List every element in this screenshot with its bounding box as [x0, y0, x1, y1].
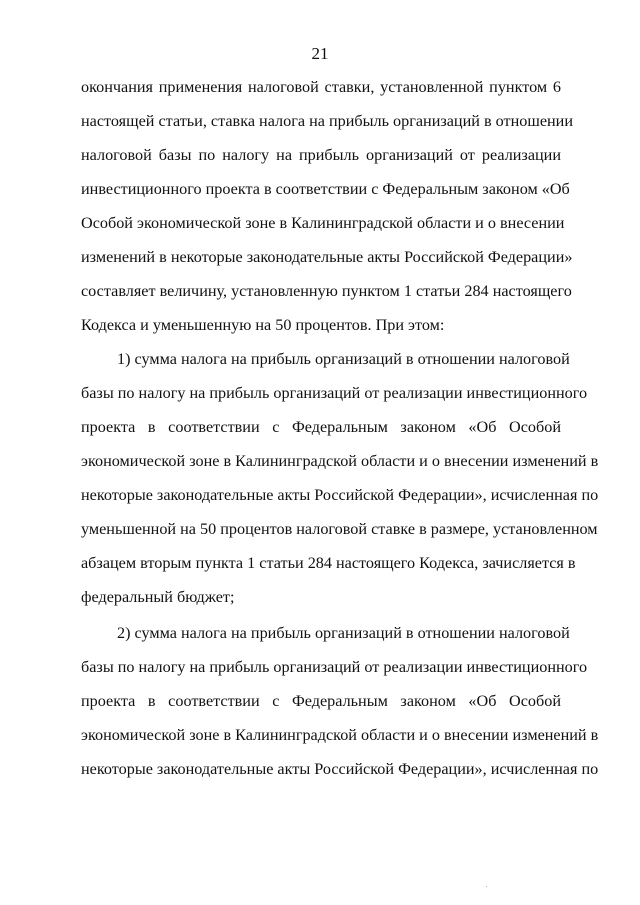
text-line: налоговой базы по налогу на прибыль организаций от реализации [81, 146, 561, 164]
text-line: инвестиционного проекта в соответствии с Федеральным законом «Об [81, 180, 570, 198]
list-item-1-first-line: 1) сумма налога на прибыль организаций в отношении налоговой [117, 350, 570, 368]
list-item-2-first-line: 2) сумма налога на прибыль организаций в отношении налоговой [117, 624, 570, 642]
page-number: 21 [311, 44, 329, 63]
text-line: базы по налогу на прибыль организаций от реализации инвестиционного [81, 384, 588, 402]
text-line: проекта в соответствии с Федеральным законом «Об Особой [81, 418, 561, 436]
text-line: экономической зоне в Калининградской области и о внесении изменений в [81, 452, 599, 470]
text-line: федеральный бюджет; [81, 588, 235, 606]
text-line: некоторые законодательные акты Российской Федерации», исчисленная по [81, 486, 599, 504]
text-line: окончания применения налоговой ставки, установленной пунктом 6 [81, 78, 561, 96]
text-line: экономической зоне в Калининградской области и о внесении изменений в [81, 726, 599, 744]
text-line: Кодекса и уменьшенную на 50 процентов. При этом: [81, 316, 445, 334]
text-line: составляет величину, установленную пунктом 1 статьи 284 настоящего [81, 282, 572, 300]
text-line: проекта в соответствии с Федеральным законом «Об Особой [81, 692, 561, 710]
scan-artifact [486, 886, 487, 887]
text-line: Особой экономической зоне в Калининградской области и о внесении [81, 214, 565, 232]
text-line: настоящей статьи, ставка налога на прибыль организаций в отношении [81, 112, 574, 130]
text-line: базы по налогу на прибыль организаций от реализации инвестиционного [81, 658, 588, 676]
text-line: абзацем вторым пункта 1 статьи 284 настоящего Кодекса, зачисляется в [81, 554, 576, 572]
text-line: некоторые законодательные акты Российской Федерации», исчисленная по [81, 760, 599, 778]
text-line: уменьшенной на 50 процентов налоговой ставке в размере, установленном [81, 520, 598, 538]
text-line: изменений в некоторые законодательные акты Российской Федерации» [81, 248, 573, 266]
